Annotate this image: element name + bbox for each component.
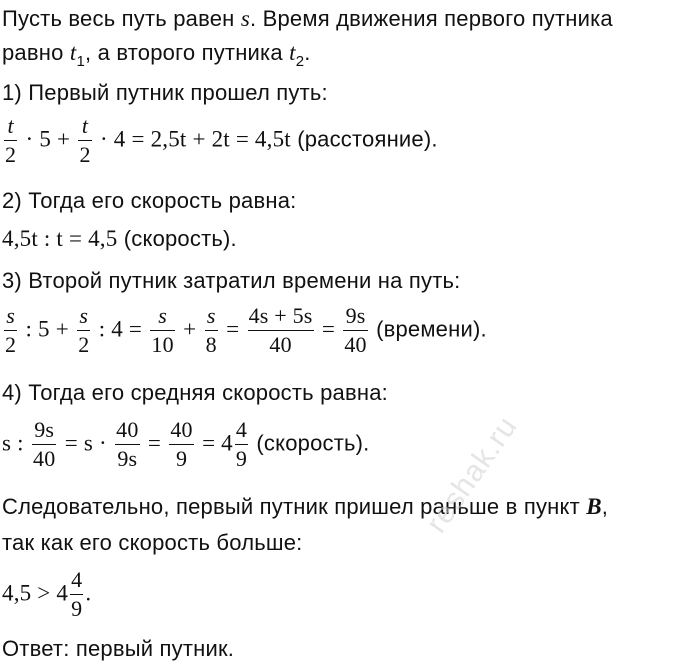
equation-1 bbox=[2, 114, 438, 167]
step-4-heading: 4) Тогда его средняя скорость равна: bbox=[2, 380, 388, 405]
var-t2: t bbox=[289, 40, 296, 65]
expr-part: : 5 + bbox=[25, 316, 69, 342]
var-t1: t bbox=[69, 40, 77, 65]
fraction bbox=[205, 304, 218, 357]
fraction bbox=[115, 418, 139, 471]
denominator: 2 bbox=[5, 142, 17, 167]
numerator: t bbox=[4, 114, 17, 141]
period: . bbox=[304, 40, 311, 65]
fraction bbox=[343, 304, 367, 357]
numerator: s bbox=[150, 304, 174, 331]
note: (скорость). bbox=[256, 430, 370, 456]
answer-line: Ответ: первый путник. bbox=[2, 636, 235, 661]
numerator: 9s bbox=[343, 304, 367, 331]
fraction bbox=[70, 568, 83, 621]
expr-part: = bbox=[226, 316, 240, 342]
equation-3 bbox=[2, 304, 487, 357]
conclusion-text: Следовательно, первый путник пришел раньше в пункт bbox=[2, 494, 580, 519]
denominator: 9 bbox=[175, 446, 188, 471]
denominator: 9 bbox=[71, 596, 83, 621]
numerator: s bbox=[205, 304, 218, 331]
step-2-heading: 2) Тогда его скорость равна: bbox=[2, 188, 297, 213]
expr-part: s : bbox=[2, 430, 24, 456]
numerator: 4 bbox=[235, 418, 248, 445]
numerator: 40 bbox=[115, 418, 139, 445]
subscript-1: 1 bbox=[76, 53, 85, 70]
expr-part: = bbox=[147, 430, 162, 456]
intro-text-2: равно bbox=[2, 40, 64, 65]
fraction bbox=[150, 304, 174, 357]
comma: , bbox=[601, 494, 609, 519]
numerator: 4s + 5s bbox=[248, 304, 314, 331]
fraction bbox=[248, 304, 314, 357]
step-1-heading: 1) Первый путник прошел путь: bbox=[2, 80, 328, 105]
expr-part: + bbox=[183, 316, 197, 342]
numerator: 4 bbox=[70, 568, 83, 595]
fraction bbox=[32, 418, 56, 471]
equation-5 bbox=[2, 568, 91, 621]
fraction-t-over-2 bbox=[4, 114, 17, 167]
point-b: B bbox=[586, 494, 602, 519]
period: . bbox=[85, 580, 92, 606]
denominator: 10 bbox=[151, 332, 174, 357]
numerator: 40 bbox=[169, 418, 193, 445]
expr-part: · 4 = 2,5t + 2t = 4,5t bbox=[99, 126, 291, 152]
fraction bbox=[4, 304, 17, 357]
fraction bbox=[169, 418, 193, 471]
numerator: s bbox=[4, 304, 17, 331]
intro-text: Пусть весь путь равен bbox=[2, 6, 235, 31]
numerator: t bbox=[78, 114, 91, 141]
numerator: s bbox=[77, 304, 90, 331]
denominator: 2 bbox=[5, 332, 17, 357]
numerator: 9s bbox=[32, 418, 56, 445]
intro-line-2 bbox=[2, 40, 311, 69]
denominator: 40 bbox=[269, 332, 292, 357]
intro-line-1 bbox=[2, 6, 613, 32]
equation-2 bbox=[2, 226, 237, 252]
denominator: 40 bbox=[344, 332, 367, 357]
note: (расстояние). bbox=[297, 126, 438, 152]
expr-part: = s · bbox=[64, 430, 107, 456]
expr-part: 4,5t : t = 4,5 bbox=[2, 226, 118, 251]
fraction bbox=[235, 418, 248, 471]
denominator: 9s bbox=[117, 446, 138, 471]
intro-text-cont: . Время движения первого путника bbox=[250, 6, 613, 31]
denominator: 8 bbox=[205, 332, 217, 357]
subscript-2: 2 bbox=[295, 53, 305, 70]
expr-part: · 5 + bbox=[25, 126, 71, 152]
denominator: 40 bbox=[33, 446, 56, 471]
fraction bbox=[77, 304, 90, 357]
expr-part: 4,5 > 4 bbox=[2, 580, 69, 606]
watermark: reshak.ru bbox=[420, 410, 524, 539]
intro-text-2b: , а второго путника bbox=[85, 40, 283, 65]
var-s: s bbox=[240, 6, 250, 31]
denominator: 9 bbox=[235, 446, 248, 471]
equation-4 bbox=[2, 418, 370, 471]
conclusion-line-1 bbox=[2, 494, 608, 520]
expr-part: = 4 bbox=[202, 430, 233, 456]
step-3-heading: 3) Второй путник затратил времени на путь: bbox=[2, 268, 461, 293]
note: (скорость). bbox=[123, 226, 237, 251]
denominator: 2 bbox=[79, 142, 91, 167]
conclusion-line-2: так как его скорость больше: bbox=[2, 530, 303, 555]
denominator: 2 bbox=[78, 332, 90, 357]
expr-part: : 4 = bbox=[98, 316, 143, 342]
expr-part: = bbox=[321, 316, 336, 342]
note: (времени). bbox=[376, 316, 487, 342]
fraction-t-over-2 bbox=[78, 114, 91, 167]
